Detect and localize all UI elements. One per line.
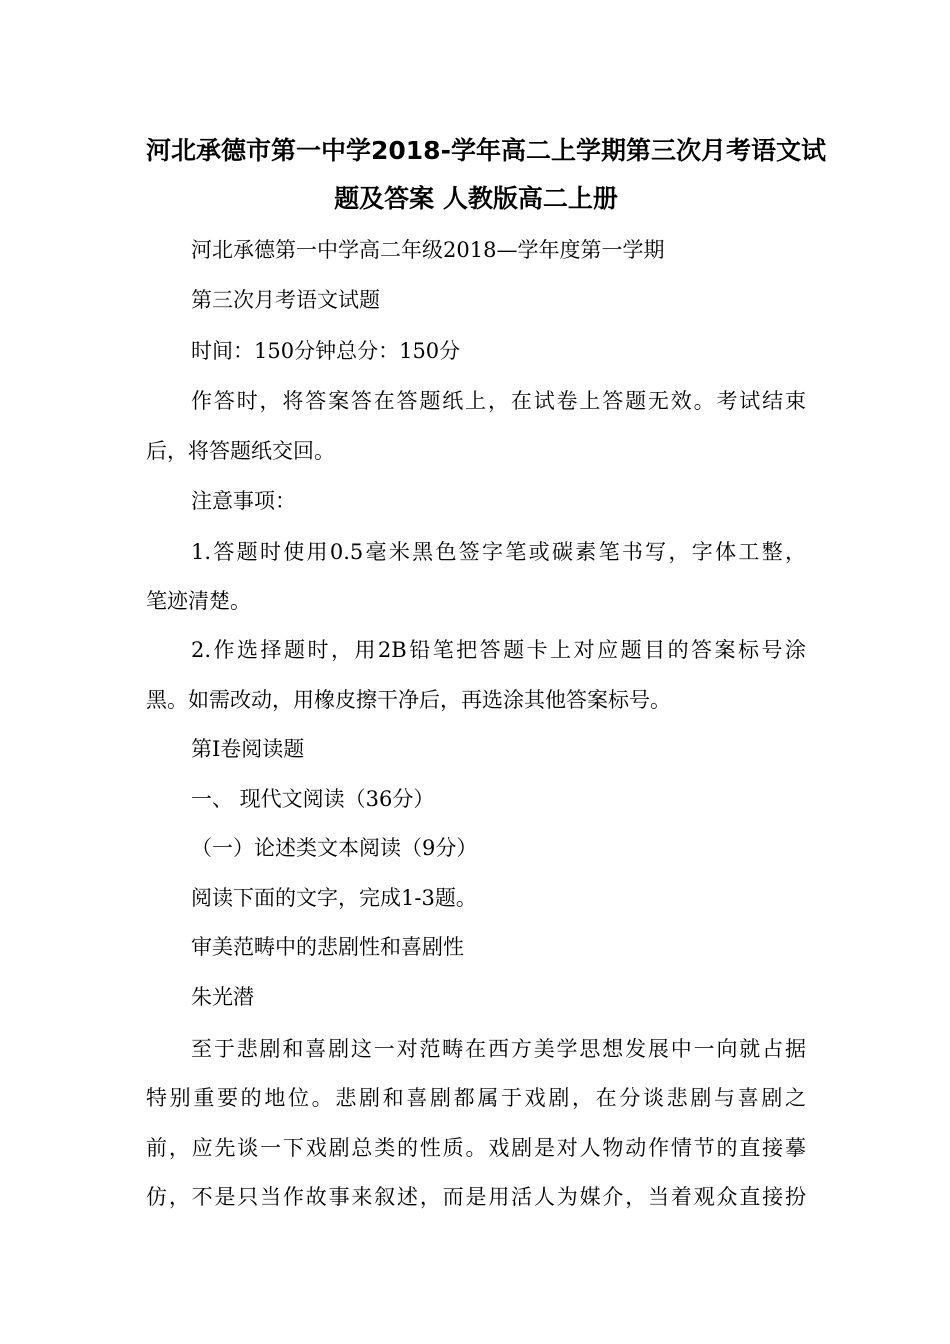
school-year-line: 河北承德第一中学高二年级2018—学年度第一学期 xyxy=(191,238,665,262)
article-paragraph-line: 前，应先谈一下戏剧总类的性质。戏剧是对人物动作情节的直接摹 xyxy=(146,1136,806,1160)
notice-heading: 注意事项： xyxy=(191,489,296,513)
notice-item-line: 1.答题时使用0.5毫米黑色签字笔或碳素笔书写，字体工整， xyxy=(191,540,806,564)
notice-item-line: 黑。如需改动，用橡皮擦干净后，再选涂其他答案标号。 xyxy=(146,688,671,712)
instruction-line: 后，将答题纸交回。 xyxy=(146,439,335,463)
article-title: 审美范畴中的悲剧性和喜剧性 xyxy=(191,935,464,959)
document-title-line-2: 题及答案 人教版高二上册 xyxy=(334,184,618,213)
article-author: 朱光潜 xyxy=(191,985,254,1009)
article-paragraph-line: 仿，不是只当作故事来叙述，而是用活人为媒介，当着观众直接扮 xyxy=(146,1185,806,1209)
reading-instruction: 阅读下面的文字，完成1-3题。 xyxy=(191,886,477,910)
article-paragraph-line: 至于悲剧和喜剧这一对范畴在西方美学思想发展中一向就占据 xyxy=(191,1037,806,1061)
notice-item-line: 笔迹清楚。 xyxy=(146,589,251,613)
exam-name-line: 第三次月考语文试题 xyxy=(191,288,380,312)
instruction-line: 作答时，将答案答在答题纸上，在试卷上答题无效。考试结束 xyxy=(191,389,806,413)
exam-time-line: 时间：150分钟总分：150分 xyxy=(191,339,461,363)
section-heading: 第I卷阅读题 xyxy=(191,737,305,761)
subsection-heading: （一）论述类文本阅读（9分） xyxy=(191,836,478,860)
notice-item-line: 2.作选择题时，用2B铅笔把答题卡上对应题目的答案标号涂 xyxy=(191,638,806,662)
article-paragraph-line: 特别重要的地位。悲剧和喜剧都属于戏剧，在分谈悲剧与喜剧之 xyxy=(146,1086,806,1110)
document-title-line-1: 河北承德市第一中学2018-学年高二上学期第三次月考语文试 xyxy=(146,136,826,165)
section-heading: 一、 现代文阅读（36分） xyxy=(191,787,435,811)
